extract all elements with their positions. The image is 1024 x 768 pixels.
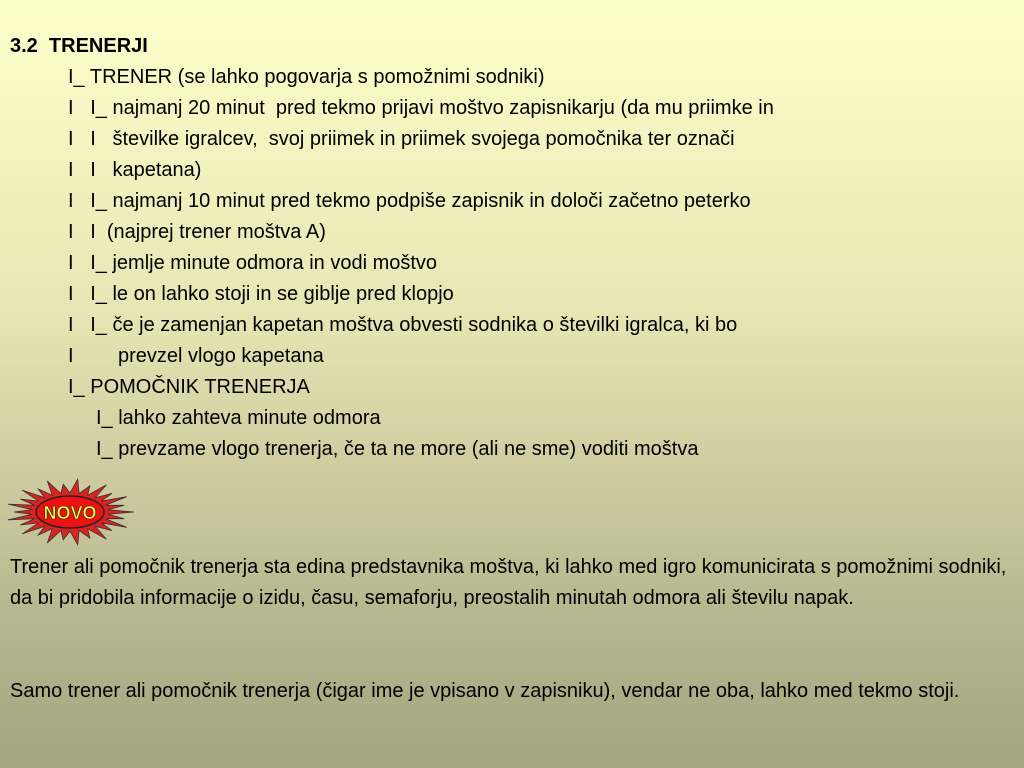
section-title: 3.2 TRENERJI <box>10 35 148 57</box>
novo-burst-icon <box>4 478 136 546</box>
list-item: I prevzel vlogo kapetana <box>68 345 324 367</box>
list-item: I I_ najmanj 20 minut pred tekmo prijavi moštvo zapisnikarju (da mu priimke in <box>68 97 774 119</box>
list-item: I_ lahko zahteva minute odmora <box>96 407 381 429</box>
list-item: I I kapetana) <box>68 159 202 181</box>
novo-label: NOVO <box>43 503 97 523</box>
list-item-pomocnik: I_ POMOČNIK TRENERJA <box>68 376 310 398</box>
list-item: I I_ jemlje minute odmora in vodi moštvo <box>68 252 438 274</box>
list-item: I_ prevzame vlogo trenerja, če ta ne more (ali ne sme) voditi moštva <box>96 438 699 460</box>
list-item: I I_ najmanj 10 minut pred tekmo podpiše zapisnik in določi začetno peterko <box>68 190 751 212</box>
list-item-trener: I_ TRENER (se lahko pogovarja s pomožnimi sodniki) <box>68 66 545 88</box>
list-item: I I_ če je zamenjan kapetan moštva obvesti sodnika o številki igralca, ki bo <box>68 314 738 336</box>
list-item: I I številke igralcev, svoj priimek in priimek svojega pomočnika ter označi <box>68 128 735 150</box>
list-item: I I (najprej trener moštva A) <box>68 221 326 243</box>
list-item: I I_ le on lahko stoji in se giblje pred klopjo <box>68 283 454 305</box>
paragraph-1: Trener ali pomočnik trenerja sta edina predstavnika moštva, ki lahko med igro komunicirata s pomožnimi sodniki, da bi pridobila informacije o izidu, času, semaforju, preostalih minutah odmora ali številu napak. <box>10 556 1007 609</box>
paragraph-2: Samo trener ali pomočnik trenerja (čigar ime je vpisano v zapisniku), vendar ne oba, lahko med tekmo stoji. <box>10 680 960 702</box>
